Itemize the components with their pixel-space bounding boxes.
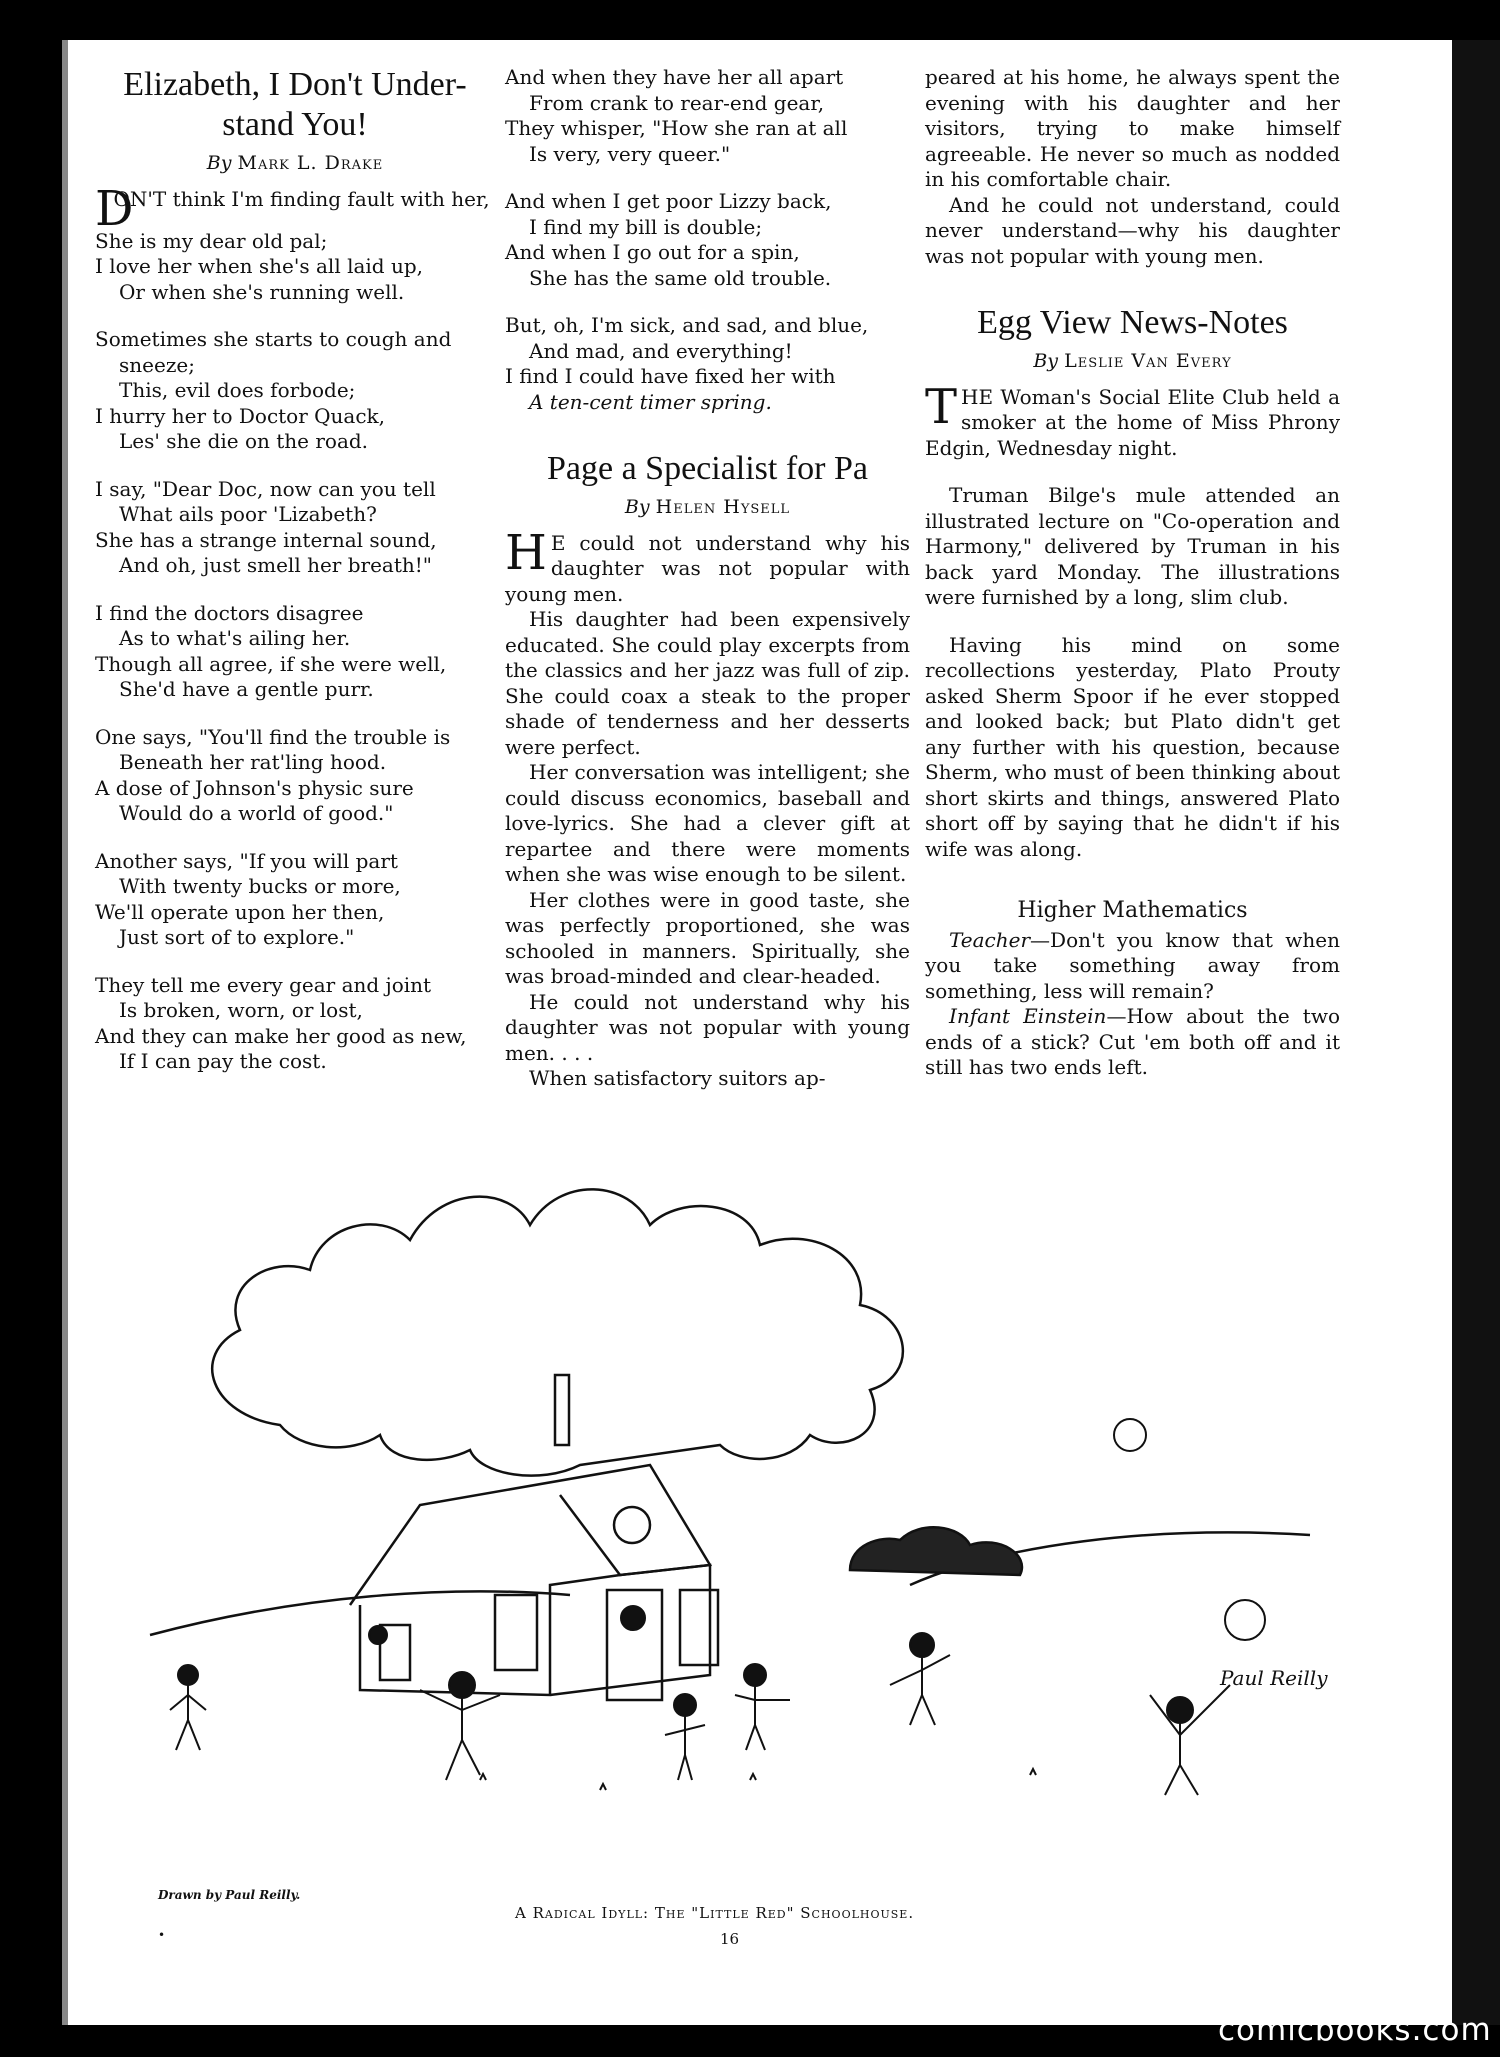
kid-figure xyxy=(665,1716,705,1780)
poem-line: Though all agree, if she were well, xyxy=(95,651,447,676)
hills xyxy=(150,1532,1310,1635)
kid-figure xyxy=(369,1626,387,1644)
poem-line: And oh, just smell her breath!" xyxy=(119,553,432,577)
smoke-puff xyxy=(1114,1419,1146,1451)
poem-line: She is my dear old pal; xyxy=(95,228,328,253)
poem-stanza xyxy=(95,477,495,579)
drop-cap: D xyxy=(95,180,134,237)
poem-line: She has the same old trouble. xyxy=(529,265,832,290)
poem-line: I find my bill is double; xyxy=(529,214,763,239)
schoolhouse-roof xyxy=(350,1465,710,1605)
poem-line: She has a strange internal sound, xyxy=(95,527,437,552)
poem-line: I love her when she's all laid up, xyxy=(95,254,423,278)
drop-cap: T xyxy=(925,378,958,435)
poem-line: Is broken, worn, or lost, xyxy=(119,998,363,1022)
poem-stanza xyxy=(505,65,910,167)
poem-line: Beneath her rat'ling hood. xyxy=(119,750,387,774)
kid-figure xyxy=(910,1633,934,1657)
poem-line: She'd have a gentle purr. xyxy=(119,677,374,701)
cloud-shape xyxy=(212,1189,903,1475)
poem-line: From crank to rear-end gear, xyxy=(529,90,825,115)
window-left xyxy=(495,1595,537,1670)
poem-stanza xyxy=(95,327,495,455)
poem-line: We'll operate upon her then, xyxy=(95,899,385,924)
artist-signature: Paul Reilly xyxy=(1220,1666,1328,1690)
poem-line: They whisper, "How she ran at all xyxy=(505,116,848,140)
article-paragraph: Infant Einstein—How about the two ends of a stick? Cut 'em both off and it still has two ends left. xyxy=(925,1004,1340,1079)
kid-figure xyxy=(420,1690,500,1780)
poem-line: If I can pay the cost. xyxy=(119,1049,327,1073)
poem-line: I hurry her to Doctor Quack, xyxy=(95,403,386,428)
specialist-title: Page a Specialist for Pa xyxy=(546,450,869,487)
poem-line: I say, "Dear Doc, now can you tell xyxy=(95,476,436,501)
poem-stanza xyxy=(95,973,495,1075)
poem-stanza xyxy=(95,180,495,306)
page-number: 16 xyxy=(720,1930,740,1948)
cartoon-credit: Drawn by Paul Reilly. xyxy=(158,1888,301,1902)
smoke-puff xyxy=(1225,1600,1265,1640)
poem-stanza xyxy=(505,189,910,291)
eggview-title: Egg View News-Notes xyxy=(977,304,1288,341)
poem-line: I find the doctors disagree xyxy=(95,600,364,625)
kid-figure xyxy=(674,1694,696,1716)
poem-line: This, evil does forbode; xyxy=(119,378,356,402)
column-2 xyxy=(505,65,910,1092)
kid-figure xyxy=(170,1685,206,1750)
poem-line: A dose of Johnson's physic sure xyxy=(95,775,414,800)
poem-line: What ails poor 'Lizabeth? xyxy=(119,502,377,526)
poem-line: But, oh, I'm sick, and sad, and blue, xyxy=(505,313,869,337)
kid-figure xyxy=(178,1665,198,1685)
kid-figure xyxy=(1167,1697,1193,1723)
poem-line: Would do a world of good." xyxy=(119,801,394,825)
poem-line: Or when she's running well. xyxy=(119,279,405,304)
grass-tufts xyxy=(480,1769,1036,1790)
article-paragraph: Teacher—Don't you know that when you take something away from something, less will remain? xyxy=(925,927,1340,1003)
watermark: comicbooks.com xyxy=(1218,2012,1492,2048)
article-paragraph: Having his mind on some recollections yesterday, Plato Prouty asked Sherm Spoor if he ever stopped and looked back; but Plato didn't get any further with his question, because Sherm, who must of been thinking about short skirts and things, answered Plato short off by saying that he didn't if his wife was along. xyxy=(925,632,1340,861)
kid-figure xyxy=(621,1606,645,1630)
poem-line: And they can make her good as new, xyxy=(95,1023,467,1048)
poem-line: As to what's ailing her. xyxy=(119,626,351,650)
article-paragraph: H E could not understand why his daughter was not popular with young men. xyxy=(505,524,910,606)
bushes xyxy=(850,1527,1022,1575)
poem-line: D ON'T think I'm finding fault with her, xyxy=(95,180,490,237)
poem-line: And when I get poor Lizzy back, xyxy=(505,189,832,213)
poem-line: I find I could have fixed her with xyxy=(505,364,836,388)
poem-line: They tell me every gear and joint xyxy=(95,972,432,997)
schoolhouse-cartoon xyxy=(150,1165,1328,1815)
kid-figure xyxy=(735,1686,790,1750)
chimney xyxy=(555,1375,569,1445)
poem-line: And when I go out for a spin, xyxy=(505,240,800,264)
article-paragraph: His daughter had been expensively educated. She could play excerpts from the classics and her jazz was full of zip. She could coax a steak to the proper shade of tenderness and her desserts were perfect. xyxy=(505,607,910,759)
kid-figure xyxy=(890,1655,950,1725)
cartoon-caption: A Radical Idyll: The "Little Red" Schoolhouse. xyxy=(515,1904,915,1922)
poem-line: Is very, very queer." xyxy=(529,141,731,166)
poem-line: And when they have her all apart xyxy=(505,65,844,89)
schoolhouse-walls xyxy=(360,1565,710,1695)
facing-page-edge xyxy=(1452,40,1500,2025)
poem-stanza xyxy=(95,725,495,827)
poem-line: One says, "You'll find the trouble is xyxy=(95,724,451,749)
drop-cap: H xyxy=(505,524,547,581)
kid-figure xyxy=(744,1664,766,1686)
window-right xyxy=(680,1590,718,1665)
column-3 xyxy=(925,65,1340,1081)
poem-stanza xyxy=(505,313,910,415)
poem-title: Elizabeth, I Don't Under- stand You! xyxy=(123,66,467,143)
poem-line: Sometimes she starts to cough and sneeze; xyxy=(95,327,452,377)
article-paragraph: When satisfactory suitors ap- xyxy=(529,1066,826,1090)
column-1 xyxy=(95,65,495,1097)
poem-line: Another says, "If you will part xyxy=(95,848,398,873)
round-window xyxy=(614,1507,650,1543)
poem-stanza xyxy=(95,849,495,951)
eggview-byline: By Leslie Van Every xyxy=(1033,350,1232,372)
article-paragraph: And he could not understand, could never understand—why his daughter was not popular with young men. xyxy=(925,192,1340,268)
poem-line: With twenty bucks or more, xyxy=(119,874,401,898)
page-bullet: • xyxy=(158,1928,166,1942)
poem-line: A ten-cent timer spring. xyxy=(529,389,772,414)
kid-figure xyxy=(449,1672,475,1698)
poem-byline: By Mark L. Drake xyxy=(206,152,384,174)
article-paragraph: THE Woman's Social Elite Club held a smoker at the home of Miss Phrony Edgin, Wednesday night. xyxy=(925,378,1340,460)
article-paragraph: He could not understand why his daughter was not popular with young men. . . . xyxy=(505,989,910,1065)
poem-line: Just sort of to explore." xyxy=(119,925,355,949)
specialist-byline: By Helen Hysell xyxy=(624,496,791,518)
article-paragraph: Her clothes were in good taste, she was perfectly proportioned, she was schooled in manners. Spiritually, she was broad-minded and clear-headed. xyxy=(505,887,910,988)
poem-line: Les' she die on the road. xyxy=(119,429,369,453)
math-title: Higher Mathematics xyxy=(1017,898,1248,923)
article-paragraph: peared at his home, he always spent the evening with his daughter and her visitors, trying to make himself agreeable. He never so much as nodded in his comfortable chair. xyxy=(925,65,1340,191)
article-paragraph: Her conversation was intelligent; she could discuss economics, baseball and love-lyrics. She had a clever gift at repartee and there were moments when she was wise enough to be silent. xyxy=(505,760,910,886)
article-paragraph: Truman Bilge's mule attended an illustrated lecture on "Co-operation and Harmony," delivered by Truman in his back yard Monday. The illustrations were furnished by a long, slim club. xyxy=(925,483,1340,609)
poem-stanza xyxy=(95,601,495,703)
poem-line: And mad, and everything! xyxy=(529,338,793,363)
